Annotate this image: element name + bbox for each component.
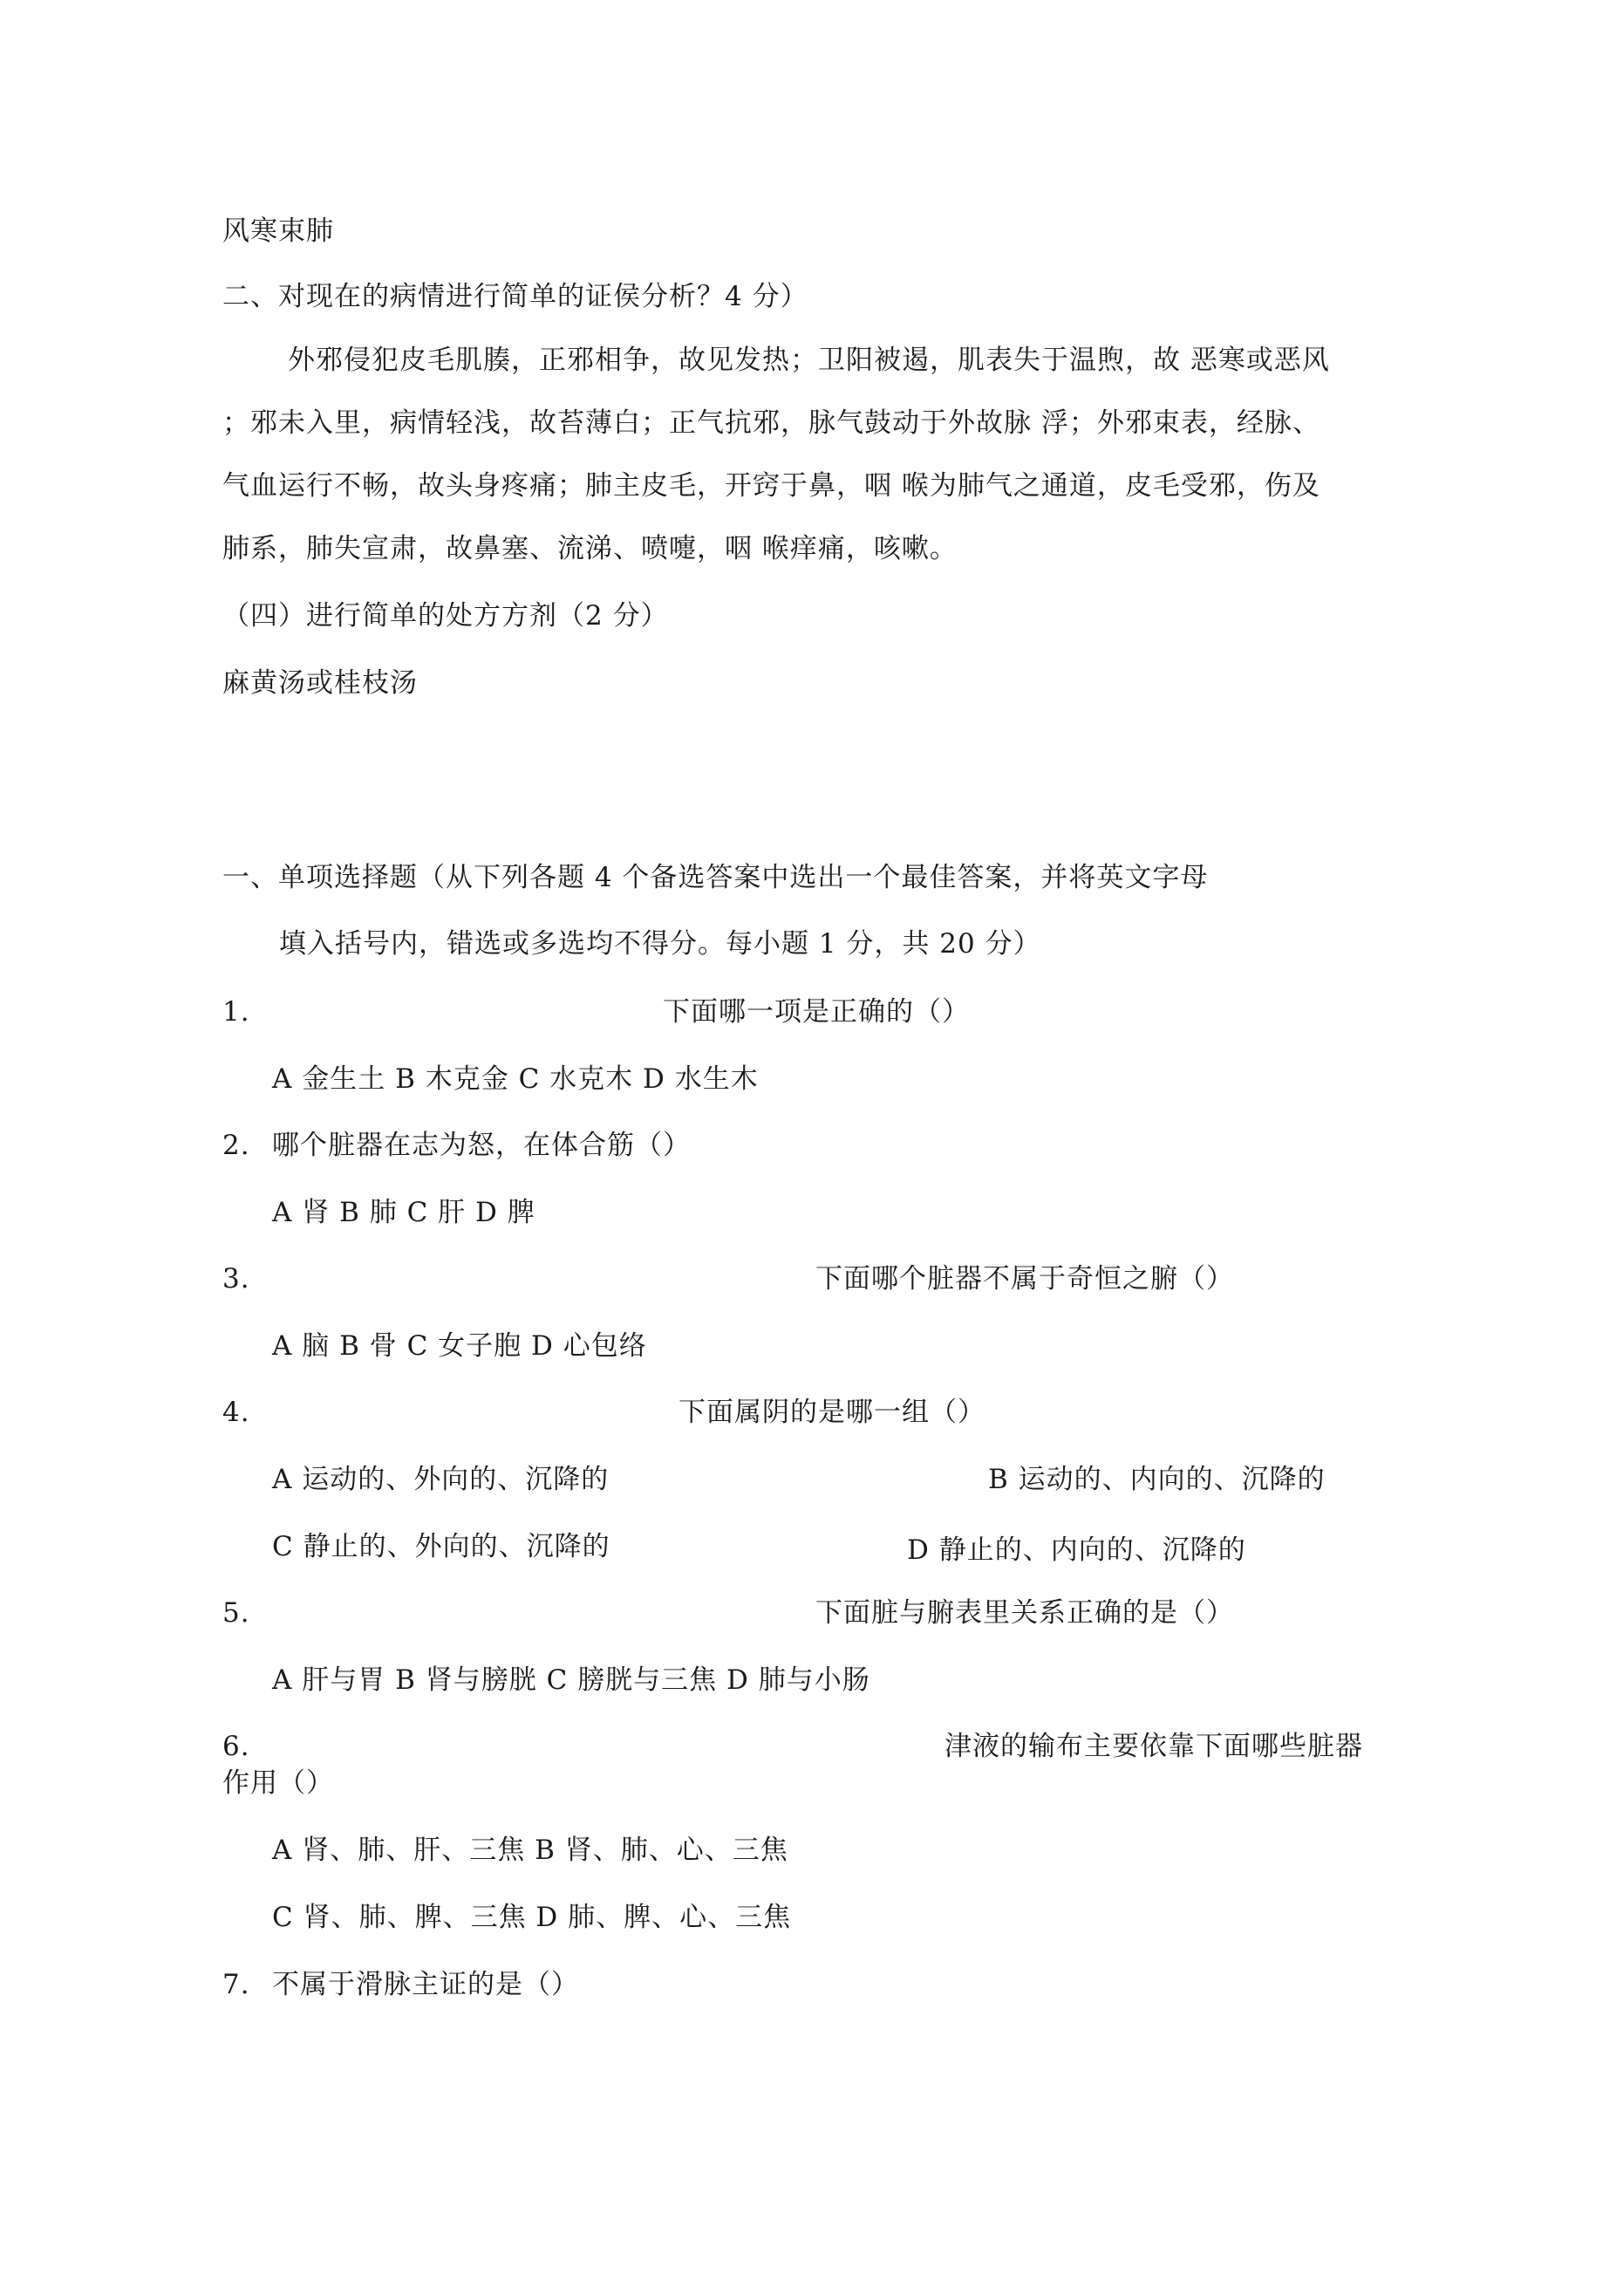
question-text-continued: 作用（）: [222, 1767, 334, 1799]
option-a: A 运动的、外向的、沉降的: [272, 1464, 610, 1495]
option-d: D 静止的、内向的、沉降的: [907, 1534, 1246, 1566]
section-instructions: 填入括号内，错选或多选均不得分。每小题 1 分，共 20 分）: [279, 928, 1041, 960]
question-number: 5.: [222, 1597, 250, 1629]
question-number: 3.: [222, 1263, 250, 1295]
analysis-line: ；邪未入里，病情轻浅，故苔薄白；正气抗邪，脉气鼓动于外故脉 浮；外邪束表，经脉、: [222, 407, 1320, 439]
analysis-line: 外邪侵犯皮毛肌腠，正邪相争，故见发热；卫阳被遏，肌表失于温煦，故 恶寒或恶风: [288, 345, 1330, 376]
question-options: A 脑 B 骨 C 女子胞 D 心包络: [272, 1330, 647, 1362]
question-text: 不属于滑脉主证的是（）: [272, 1969, 579, 2000]
prescription-text: 麻黄汤或桂枝汤: [222, 667, 418, 699]
question-options: A 肾、肺、肝、三焦 B 肾、肺、心、三焦: [272, 1835, 788, 1866]
question-number: 7.: [222, 1969, 250, 2000]
question-text: 下面属阴的是哪一组（）: [679, 1397, 985, 1428]
question-options: A 金生土 B 木克金 C 水克木 D 水生木: [272, 1063, 759, 1095]
question-number: 6.: [222, 1731, 250, 1762]
diagnosis-text: 风寒束肺: [222, 215, 334, 247]
question-text: 下面哪一项是正确的（）: [663, 996, 970, 1028]
q4-heading: （四）进行简单的处方方剂（2 分）: [222, 600, 669, 632]
question-options: A 肾 B 肺 C 肝 D 脾: [272, 1197, 535, 1228]
option-c: C 静止的、外向的、沉降的: [272, 1531, 610, 1562]
option-b: B 运动的、内向的、沉降的: [988, 1464, 1326, 1495]
question-text: 哪个脏器在志为怒，在体合筋（）: [272, 1130, 691, 1161]
question-number: 1.: [222, 996, 250, 1028]
question-text: 津液的输布主要依靠下面哪些脏器: [944, 1731, 1363, 1762]
question-text: 下面哪个脏器不属于奇恒之腑（）: [815, 1263, 1234, 1295]
analysis-line: 气血运行不畅，故头身疼痛；肺主皮毛，开窍于鼻，咽 喉为肺气之通道，皮毛受邪，伤及: [222, 470, 1320, 502]
question-number: 4.: [222, 1397, 250, 1428]
question-options: C 肾、肺、脾、三焦 D 肺、脾、心、三焦: [272, 1902, 792, 1933]
question-text: 下面脏与腑表里关系正确的是（）: [815, 1597, 1234, 1629]
analysis-line: 肺系，肺失宣肃，故鼻塞、流涕、喷嚏，咽 喉痒痛，咳嗽。: [222, 533, 958, 564]
section-title: 一、单项选择题（从下列各题 4 个备选答案中选出一个最佳答案，并将英文字母: [222, 862, 1209, 893]
question-number: 2.: [222, 1130, 250, 1161]
question-options: A 肝与胃 B 肾与膀胱 C 膀胱与三焦 D 肺与小肠: [272, 1664, 870, 1696]
q2-heading: 二、对现在的病情进行简单的证侯分析？4 分）: [222, 281, 808, 312]
